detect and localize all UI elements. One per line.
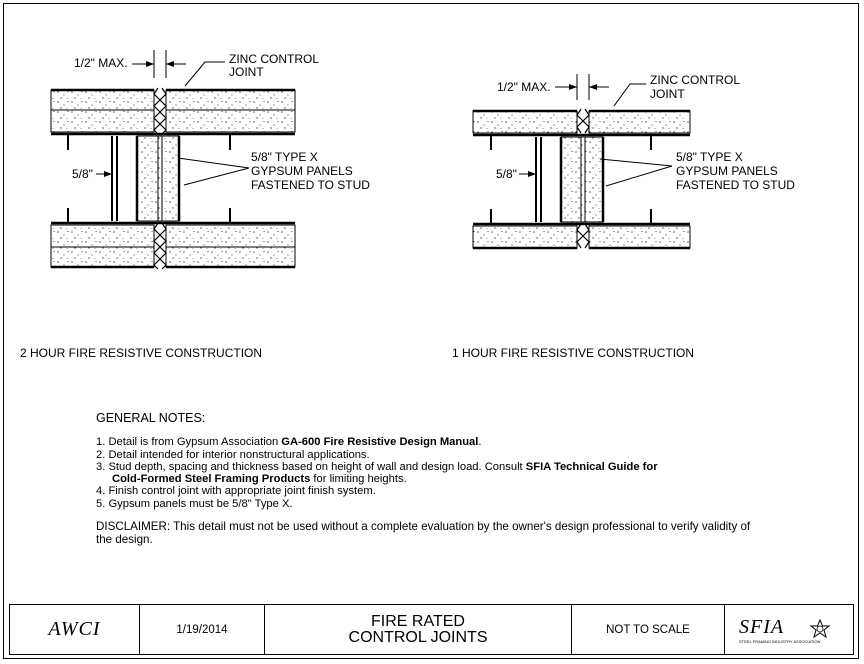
date-cell (140, 605, 265, 654)
left-caption: 2 HOUR FIRE RESISTIVE CONSTRUCTION (20, 346, 263, 360)
title-line-2: CONTROL JOINTS (348, 628, 488, 646)
right-callout-joint-1: ZINC CONTROL (650, 73, 740, 87)
disclaimer: DISCLAIMER: This detail must not be used without a complete evaluation by the owner's design professional to verify validity of the design. (96, 520, 751, 547)
sfia-logo-subtext: STEEL FRAMING INDUSTRY ASSOCIATION (739, 638, 821, 644)
title-cell (265, 605, 572, 654)
scale-text: NOT TO SCALE (606, 623, 690, 636)
left-dim-top-label: 1/2" MAX. (74, 56, 128, 70)
general-notes (96, 412, 796, 546)
notes-heading: GENERAL NOTES: (96, 411, 206, 425)
right-caption: 1 HOUR FIRE RESISTIVE CONSTRUCTION (452, 346, 695, 360)
note-4: 4. Finish control joint with appropriate joint finish system. (96, 485, 376, 498)
date-text: 1/19/2014 (176, 623, 228, 636)
sfia-logo (725, 605, 853, 654)
title-block (9, 604, 854, 655)
left-callout-panels-1: 5/8" TYPE X (251, 150, 318, 164)
note-2: 2. Detail intended for interior nonstructural applications. (96, 448, 370, 461)
note-5: 5. Gypsum panels must be 5/8" Type X. (96, 497, 293, 510)
title-line-1: FIRE RATED (371, 612, 465, 630)
left-callout-joint-1: ZINC CONTROL (229, 52, 319, 66)
note-3-continued: Cold-Formed Steel Framing Products for limiting heights. (112, 473, 407, 486)
right-dim-top-label: 1/2" MAX. (497, 80, 551, 94)
sfia-logo-text: SFIA (739, 615, 785, 638)
awci-logo: AWCI (10, 605, 140, 654)
left-callout-panels-3: FASTENED TO STUD (251, 178, 370, 192)
right-callout-joint-2: JOINT (650, 87, 685, 101)
right-callout-panels-3: FASTENED TO STUD (676, 178, 795, 192)
note-1: 1. Detail is from Gypsum Association GA-600 Fire Resistive Design Manual. (96, 436, 482, 449)
right-callout-panels-2: GYPSUM PANELS (676, 164, 778, 178)
right-dim-side-label: 5/8" (496, 167, 517, 181)
scale-cell (572, 605, 725, 654)
left-dim-side-label: 5/8" (72, 167, 93, 181)
left-callout-joint-2: JOINT (229, 65, 264, 79)
note-3: 3. Stud depth, spacing and thickness based on height of wall and design load. Consult SFIA Technical Guide for (96, 460, 658, 473)
left-callout-panels-2: GYPSUM PANELS (251, 164, 353, 178)
right-callout-panels-1: 5/8" TYPE X (676, 150, 743, 164)
